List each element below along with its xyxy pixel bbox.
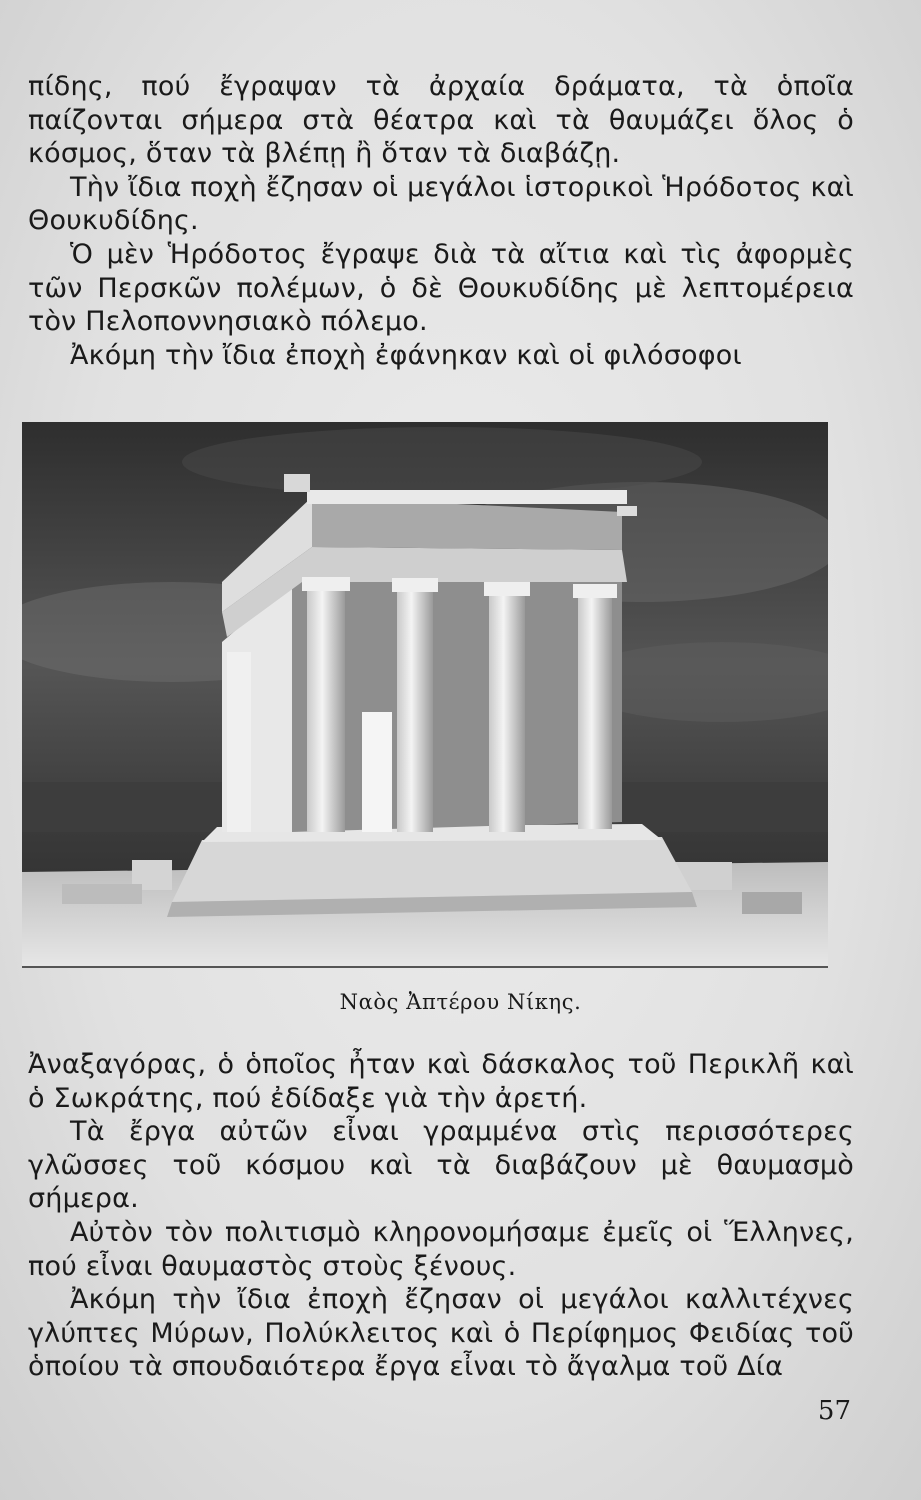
temple-photo	[22, 422, 828, 968]
paragraph: Ὁ μὲν Ἡρόδοτος ἔγραψε διὰ τὰ αἴτια καὶ τὶς ἀφορμὲς τῶν Περσκῶν πολέμων, ὁ δὲ Θουκυδίδης μὲ λεπτομέρεια τὸν Πελοποννησιακὸ πόλεμο.	[28, 238, 854, 338]
top-text-block	[28, 70, 854, 372]
temple-illustration	[22, 422, 828, 966]
paragraph: Ἀναξαγόρας, ὁ ὁποῖος ἦταν καὶ δάσκαλος τοῦ Περικλῆ καὶ ὁ Σωκράτης, πού ἐδίδαξε γιὰ τὴν ἀρετή.	[28, 1049, 854, 1114]
bottom-text-block	[28, 1048, 854, 1384]
paragraph: Ἀκόμη τὴν ἴδια ἐποχὴ ἔζησαν οἱ μεγάλοι καλλιτέχνες γλύπτες Μύρων, Πολύκλειτος καὶ ὁ Περίφημος Φειδίας τοῦ ὁποίου τὰ σπουδαιότερα ἔργα εἶναι τὸ ἄγαλμα τοῦ Δία	[28, 1284, 854, 1383]
paragraph: πίδης, πού ἔγραψαν τὰ ἀρχαία δράματα, τὰ ὁποῖα παίζονται σήμερα στὰ θέατρα καὶ τὰ θαυμάζει ὅλος ὁ κόσμος, ὅταν τὰ βλέπῃ ἢ ὅταν τὰ διαβάζῃ.	[28, 71, 854, 170]
page-number: 57	[817, 1396, 851, 1426]
paragraph: Ἀκόμη τὴν ἴδια ἐποχὴ ἐφάνηκαν καὶ οἱ φιλόσοφοι	[70, 339, 742, 371]
figure-caption: Ναὸς Ἀπτέρου Νίκης.	[339, 990, 582, 1014]
paragraph: Αὐτὸν τὸν πολιτισμὸ κληρονομήσαμε ἐμεῖς οἱ Ἕλληνες, πού εἶναι θαυμαστὸς στοὺς ξένους.	[28, 1216, 854, 1282]
paragraph: Τὴν ἴδια ποχὴ ἔζησαν οἱ μεγάλοι ἱστορικοὶ Ἡρόδοτος καὶ Θουκυδίδης.	[28, 171, 854, 237]
paragraph: Τὰ ἔργα αὐτῶν εἶναι γραμμένα στὶς περισσότερες γλῶσσες τοῦ κόσμου καὶ τὰ διαβάζουν μὲ θαυμασμὸ σήμερα.	[28, 1116, 854, 1215]
